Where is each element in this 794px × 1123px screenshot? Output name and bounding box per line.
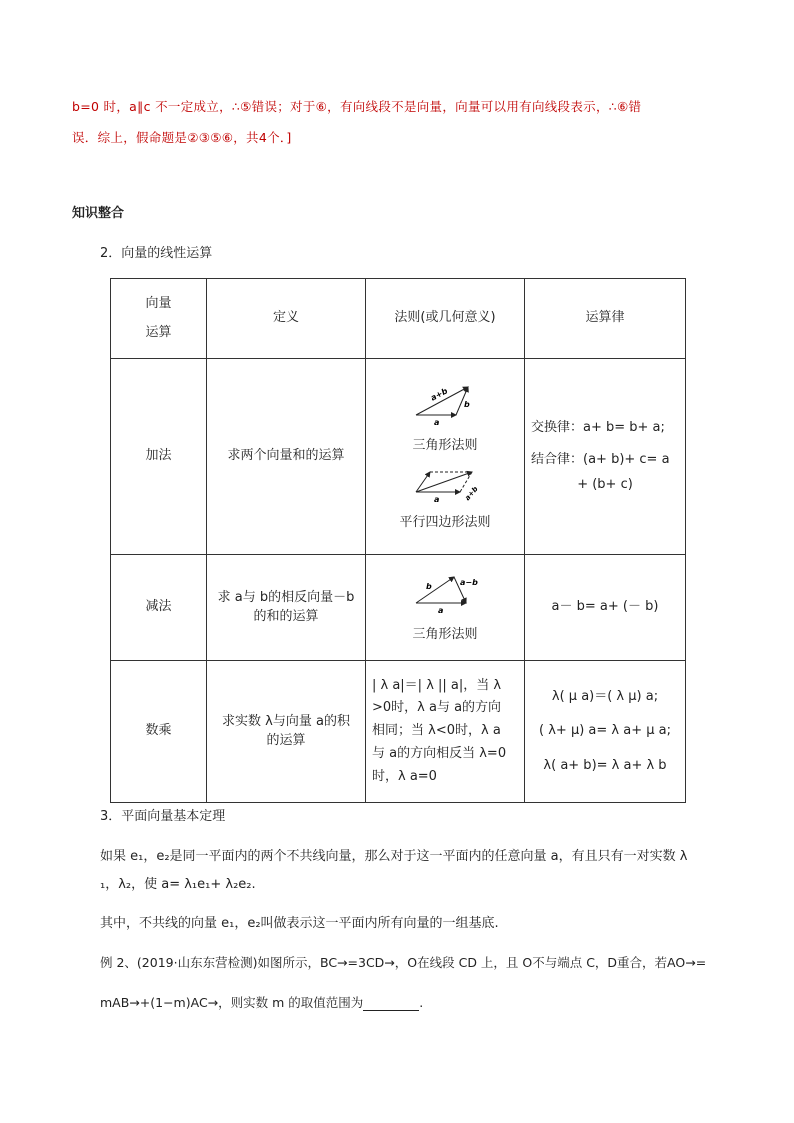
table-row-subtraction	[111, 555, 686, 661]
fig-label-sum: a+b	[429, 386, 450, 403]
example-line-2: mAB→+(1−m)AC→，则实数 m 的取值范围为 .	[100, 995, 424, 1010]
header-definition: 定义	[207, 279, 366, 359]
subtraction-triangle-figure	[410, 571, 480, 615]
header-rule: 法则(或几何意义)	[366, 279, 525, 359]
law-addition: 交换律：a+ b= b+ a; 结合律：(a+ b)+ c= a + (b+ c)	[525, 359, 686, 555]
op-subtraction: 减法	[111, 555, 207, 661]
fig2-label-sum: a+b	[463, 484, 480, 502]
theorem-line-2: ₁，λ₂，使 a= λ₁e₁+ λ₂e₂.	[100, 877, 256, 892]
example-line-1: 例 2、(2019·山东东营检测)如图所示，BC→=3CD→，O在线段 CD 上，且 O不与端点 C，D重合，若AO→=	[100, 955, 707, 970]
fig3-label-a: a	[438, 606, 444, 616]
def-addition: 求两个向量和的运算	[207, 359, 366, 555]
law-scalar: λ( μ a)＝( λ μ) a; ( λ+ μ) a= λ a+ μ a; λ( a+ b)= λ a+ λ b	[525, 661, 686, 803]
answer-line-1: b=0 时，a∥c 不一定成立，∴⑤错误；对于⑥，有向线段不是向量，向量可以用有向线段表示，∴⑥错	[72, 99, 642, 114]
table-header-row	[111, 279, 686, 359]
answer-line-2: 误．综上，假命题是②③⑤⑥，共4个．]	[72, 130, 292, 145]
section-title: 知识整合	[72, 206, 125, 221]
theorem-line-1: 如果 e₁，e₂是同一平面内的两个不共线向量，那么对于这一平面内的任意向量 a，有且只有一对实数 λ	[100, 849, 688, 864]
law-subtraction: a－ b= a+ (－ b)	[525, 555, 686, 661]
table-row-addition	[111, 359, 686, 555]
vector-operations-table	[110, 278, 686, 803]
fig-label-a: a	[434, 418, 440, 428]
rule-subtraction	[366, 555, 525, 661]
op-scalar: 数乘	[111, 661, 207, 803]
triangle-rule-figure	[410, 381, 480, 427]
fig3-label-b: b	[426, 582, 432, 592]
answer-blank[interactable]	[363, 998, 419, 1011]
fig2-label-a: a	[434, 494, 440, 504]
item3-title: 3．平面向量基本定理	[100, 809, 226, 824]
item2-title: 2．向量的线性运算	[100, 246, 213, 261]
parallelogram-rule-figure	[410, 464, 480, 504]
header-law: 运算律	[525, 279, 686, 359]
subtraction-rule-label: 三角形法则	[412, 626, 478, 642]
parallelogram-rule-label: 平行四边形法则	[399, 514, 491, 530]
def-subtraction: 求 a与 b的相反向量－b 的和的运算	[207, 555, 366, 661]
fig3-label-diff: a−b	[460, 578, 478, 588]
rule-addition	[366, 359, 525, 555]
rule-scalar: | λ a|＝| λ || a|，当 λ >0时，λ a与 a的方向 相同；当 λ<0时，λ a 与 a的方向相反当 λ=0 时，λ a=0	[366, 661, 525, 803]
def-scalar: 求实数 λ与向量 a的积 的运算	[207, 661, 366, 803]
op-addition: 加法	[111, 359, 207, 555]
triangle-rule-label: 三角形法则	[412, 438, 478, 454]
table-row-scalar	[111, 661, 686, 803]
header-operation: 向量 运算	[111, 279, 207, 359]
basis-line: 其中，不共线的向量 e₁，e₂叫做表示这一平面内所有向量的一组基底.	[100, 916, 499, 931]
fig-label-b: b	[464, 400, 470, 410]
